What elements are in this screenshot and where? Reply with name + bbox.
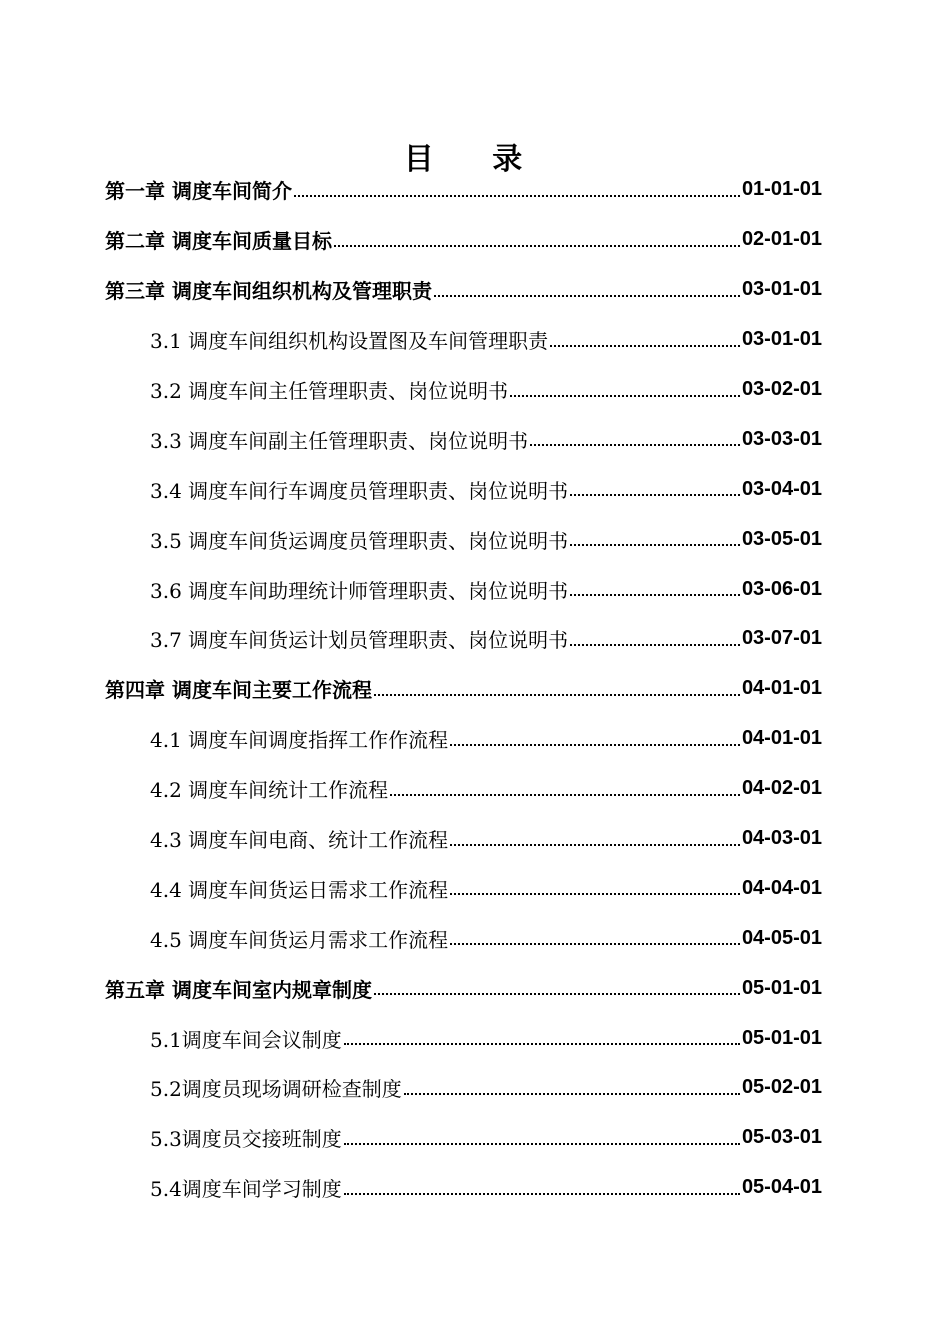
toc-page-number: 04-05-01 xyxy=(741,926,822,949)
toc-section-entry[interactable] xyxy=(0,464,950,514)
toc-page-number: 05-02-01 xyxy=(741,1076,822,1099)
toc-dot-leader xyxy=(530,444,740,446)
toc-page-number: 03-07-01 xyxy=(741,627,822,650)
toc-dot-leader xyxy=(450,844,740,846)
toc-page-number: 05-04-01 xyxy=(741,1176,822,1199)
toc-entry-title: 第三章 调度车间组织机构及管理职责 xyxy=(105,279,432,304)
toc-dot-leader xyxy=(570,494,740,496)
toc-dot-leader xyxy=(434,295,740,297)
toc-section-entry[interactable] xyxy=(0,1063,950,1113)
toc-dot-leader xyxy=(570,644,740,646)
toc-chapter-entry[interactable] xyxy=(0,165,950,215)
toc-dot-leader xyxy=(374,694,740,696)
toc-entry-title: 3.2 调度车间主任管理职责、岗位说明书 xyxy=(150,379,509,403)
toc-dot-leader xyxy=(404,1093,740,1095)
toc-dot-leader xyxy=(334,245,740,247)
toc-page-number: 03-06-01 xyxy=(741,577,822,600)
toc-dot-leader xyxy=(344,1043,740,1045)
toc-page-number: 04-01-01 xyxy=(741,727,822,750)
toc-entry-title: 3.5 调度车间货运调度员管理职责、岗位说明书 xyxy=(150,528,569,553)
toc-dot-leader xyxy=(344,1193,740,1195)
toc-page-number: 03-02-01 xyxy=(741,378,822,400)
toc-entry-title: 3.1 调度车间组织机构设置图及车间管理职责 xyxy=(150,329,549,354)
toc-page-number: 04-04-01 xyxy=(741,876,822,899)
toc-section-entry[interactable] xyxy=(0,514,950,564)
toc-section-entry[interactable] xyxy=(0,1163,950,1213)
toc-page-number: 03-04-01 xyxy=(741,477,822,500)
toc-page-number: 05-03-01 xyxy=(741,1126,822,1149)
toc-entry-title: 第一章 调度车间简介 xyxy=(105,179,292,204)
toc-chapter-entry[interactable] xyxy=(0,963,950,1013)
toc-dot-leader xyxy=(570,594,740,596)
toc-dot-leader xyxy=(450,943,740,945)
toc-chapter-entry[interactable] xyxy=(0,265,950,315)
toc-section-entry[interactable] xyxy=(0,564,950,614)
toc-section-entry[interactable] xyxy=(0,414,950,464)
toc-dot-leader xyxy=(510,395,740,397)
toc-section-entry[interactable] xyxy=(0,913,950,963)
toc-entry-title: 4.2 调度车间统计工作流程 xyxy=(150,778,389,803)
toc-section-entry[interactable] xyxy=(0,614,950,664)
toc-page-number: 03-03-01 xyxy=(741,427,822,450)
toc-entry-title: 5.1调度车间会议制度 xyxy=(150,1027,342,1052)
toc-section-entry[interactable] xyxy=(0,1013,950,1063)
toc-page-number: 03-05-01 xyxy=(741,527,822,550)
toc-entry-title: 4.4 调度车间货运日需求工作流程 xyxy=(150,877,449,902)
toc-section-entry[interactable] xyxy=(0,863,950,913)
toc-page-number: 01-01-01 xyxy=(741,178,822,201)
toc-section-entry[interactable] xyxy=(0,764,950,814)
toc-section-entry[interactable] xyxy=(0,1113,950,1163)
toc-section-entry[interactable] xyxy=(0,814,950,864)
toc-chapter-entry[interactable] xyxy=(0,664,950,714)
toc-entry-title: 3.4 调度车间行车调度员管理职责、岗位说明书 xyxy=(150,478,569,503)
toc-dot-leader xyxy=(570,544,740,546)
toc-dot-leader xyxy=(550,345,740,347)
toc-entry-title: 5.2调度员现场调研检查制度 xyxy=(150,1077,402,1102)
toc-dot-leader xyxy=(374,993,740,995)
toc-entry-title: 3.6 调度车间助理统计师管理职责、岗位说明书 xyxy=(150,578,569,603)
toc-entry-title: 第二章 调度车间质量目标 xyxy=(105,229,332,254)
toc-page-number: 04-01-01 xyxy=(741,677,822,700)
toc-dot-leader xyxy=(344,1143,740,1145)
table-of-contents xyxy=(0,165,950,1213)
toc-dot-leader xyxy=(294,195,740,197)
toc-section-entry[interactable] xyxy=(0,365,950,415)
toc-entry-title: 4.5 调度车间货运月需求工作流程 xyxy=(150,927,449,952)
toc-section-entry[interactable] xyxy=(0,315,950,365)
toc-entry-title: 5.4调度车间学习制度 xyxy=(150,1177,342,1202)
toc-entry-title: 4.1 调度车间调度指挥工作作流程 xyxy=(150,728,449,753)
toc-entry-title: 3.7 调度车间货运计划员管理职责、岗位说明书 xyxy=(150,628,569,653)
toc-page-number: 04-02-01 xyxy=(741,777,822,800)
toc-page-number: 05-01-01 xyxy=(741,1026,822,1049)
toc-section-entry[interactable] xyxy=(0,714,950,764)
toc-entry-title: 5.3调度员交接班制度 xyxy=(150,1127,342,1152)
toc-dot-leader xyxy=(390,794,740,796)
toc-entry-title: 3.3 调度车间副主任管理职责、岗位说明书 xyxy=(150,428,529,453)
toc-page-number: 03-01-01 xyxy=(741,328,822,351)
toc-page-number: 03-01-01 xyxy=(741,278,822,301)
toc-entry-title: 第五章 调度车间室内规章制度 xyxy=(105,977,372,1002)
toc-entry-title: 4.3 调度车间电商、统计工作流程 xyxy=(150,828,449,853)
page-title: 目 录 xyxy=(403,142,547,178)
toc-page-number: 04-03-01 xyxy=(741,827,822,850)
toc-page-number: 05-01-01 xyxy=(741,976,822,999)
toc-dot-leader xyxy=(450,893,740,895)
toc-dot-leader xyxy=(450,744,740,746)
toc-entry-title: 第四章 调度车间主要工作流程 xyxy=(105,678,372,703)
toc-page-number: 02-01-01 xyxy=(741,228,822,251)
toc-chapter-entry[interactable] xyxy=(0,215,950,265)
